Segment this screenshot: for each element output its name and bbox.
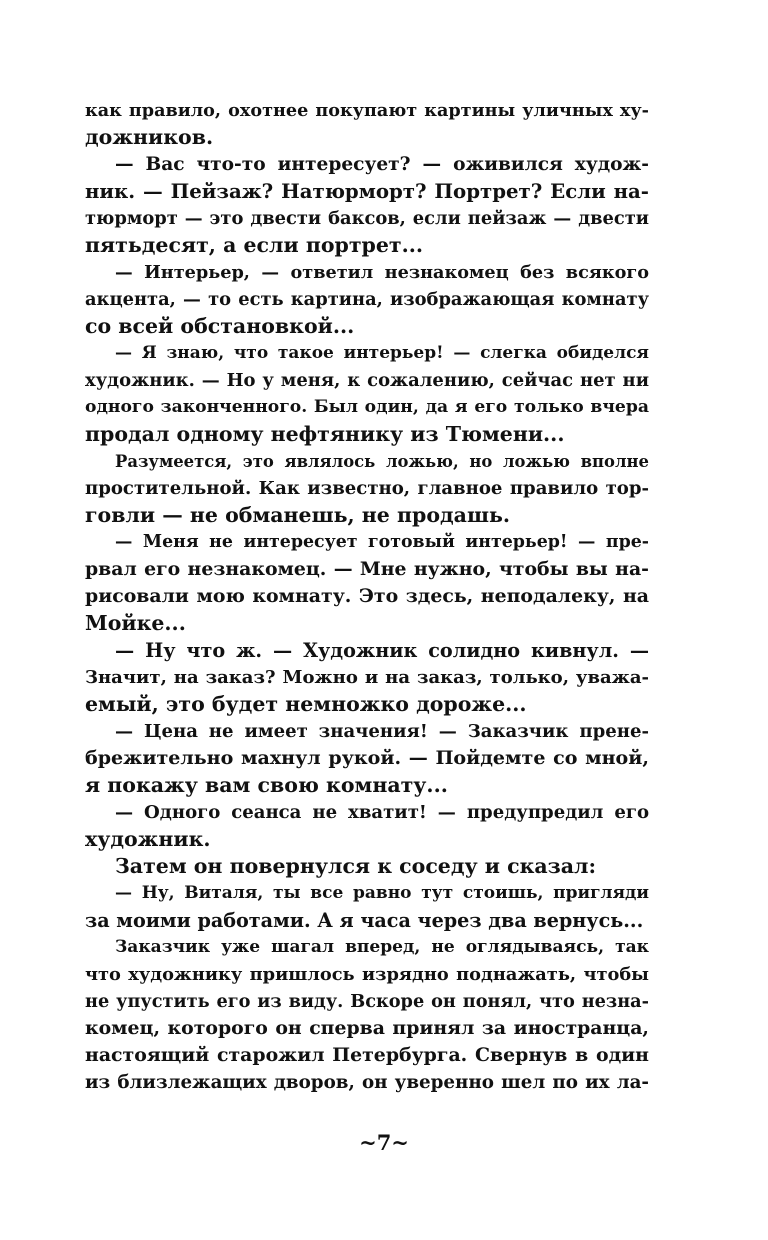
text-line: — Меня не интересует готовый интерьер! — пре- — [115, 532, 649, 552]
page-body — [85, 97, 649, 1096]
text-line: не упустить его из виду. Вскоре он понял, что незна- — [85, 991, 649, 1012]
text-line: Мойке... — [85, 611, 186, 635]
text-line: со всей обстановкой... — [85, 314, 355, 338]
text-line: ник. — Пейзаж? Натюрморт? Портрет? Если на- — [85, 179, 649, 203]
text-line: продал одному нефтянику из Тюмени... — [85, 422, 565, 446]
text-line: — Одного сеанса не хватит! — предупредил его — [115, 802, 649, 823]
text-line: емый, это будет немножко дороже... — [85, 692, 527, 716]
text-line: дожников. — [85, 125, 214, 149]
text-line: одного законченного. Был один, да я его только вчера — [85, 397, 649, 417]
text-line: Разумеется, это являлось ложью, но ложью вполне — [115, 452, 649, 471]
text-line: я покажу вам свою комнату... — [85, 773, 448, 797]
text-line: из близлежащих дворов, он уверенно шел по их ла- — [85, 1072, 649, 1093]
text-line: рвал его незнакомец. — Мне нужно, чтобы вы на- — [85, 558, 649, 580]
text-line: брежительно махнул рукой. — Пойдемте со мной, — [85, 747, 649, 769]
text-line: комец, которого он сперва принял за иностранца, — [85, 1017, 649, 1039]
text-line: что художнику пришлось изрядно поднажать, чтобы — [85, 964, 649, 985]
text-line: художник. — Но у меня, к сожалению, сейчас нет ни — [85, 370, 649, 391]
text-line: говли — не обманешь, не продашь. — [85, 503, 511, 527]
text-line: Значит, на заказ? Можно и на заказ, только, уважа- — [85, 667, 649, 688]
text-line: — Интерьер, — ответил незнакомец без всякого — [115, 262, 649, 283]
text-line: тюрморт — это двести баксов, если пейзаж — двести — [85, 208, 649, 229]
text-line: пятьдесят, а если портрет... — [85, 233, 424, 257]
text-line: — Цена не имеет значения! — Заказчик прене- — [115, 721, 649, 742]
text-line: простительной. Как известно, главное правило тор- — [85, 478, 649, 499]
text-line: — Я знаю, что такое интерьер! — слегка обиделся — [115, 343, 649, 363]
text-line: акцента, — то есть картина, изображающая комнату — [85, 289, 649, 310]
text-line: Затем он повернулся к соседу и сказал: — [115, 854, 597, 878]
text-line: — Ну, Виталя, ты все равно тут стоишь, пригляди — [115, 883, 649, 903]
text-line: рисовали мою комнату. Это здесь, неподалеку, на — [85, 585, 649, 607]
text-line: — Вас что-то интересует? — оживился худож- — [115, 154, 649, 175]
text-line: художник. — [85, 827, 211, 851]
text-line: настоящий старожил Петербурга. Свернув в один — [85, 1044, 649, 1066]
text-line: за моими работами. А я часа через два вернусь... — [85, 909, 644, 932]
text-line: Заказчик уже шагал вперед, не оглядываясь, так — [115, 937, 649, 957]
text-line: — Ну что ж. — Художник солидно кивнул. — — [115, 639, 649, 662]
page-number: ~7~ — [359, 1130, 409, 1155]
text-line: как правило, охотнее покупают картины уличных ху- — [85, 100, 649, 121]
